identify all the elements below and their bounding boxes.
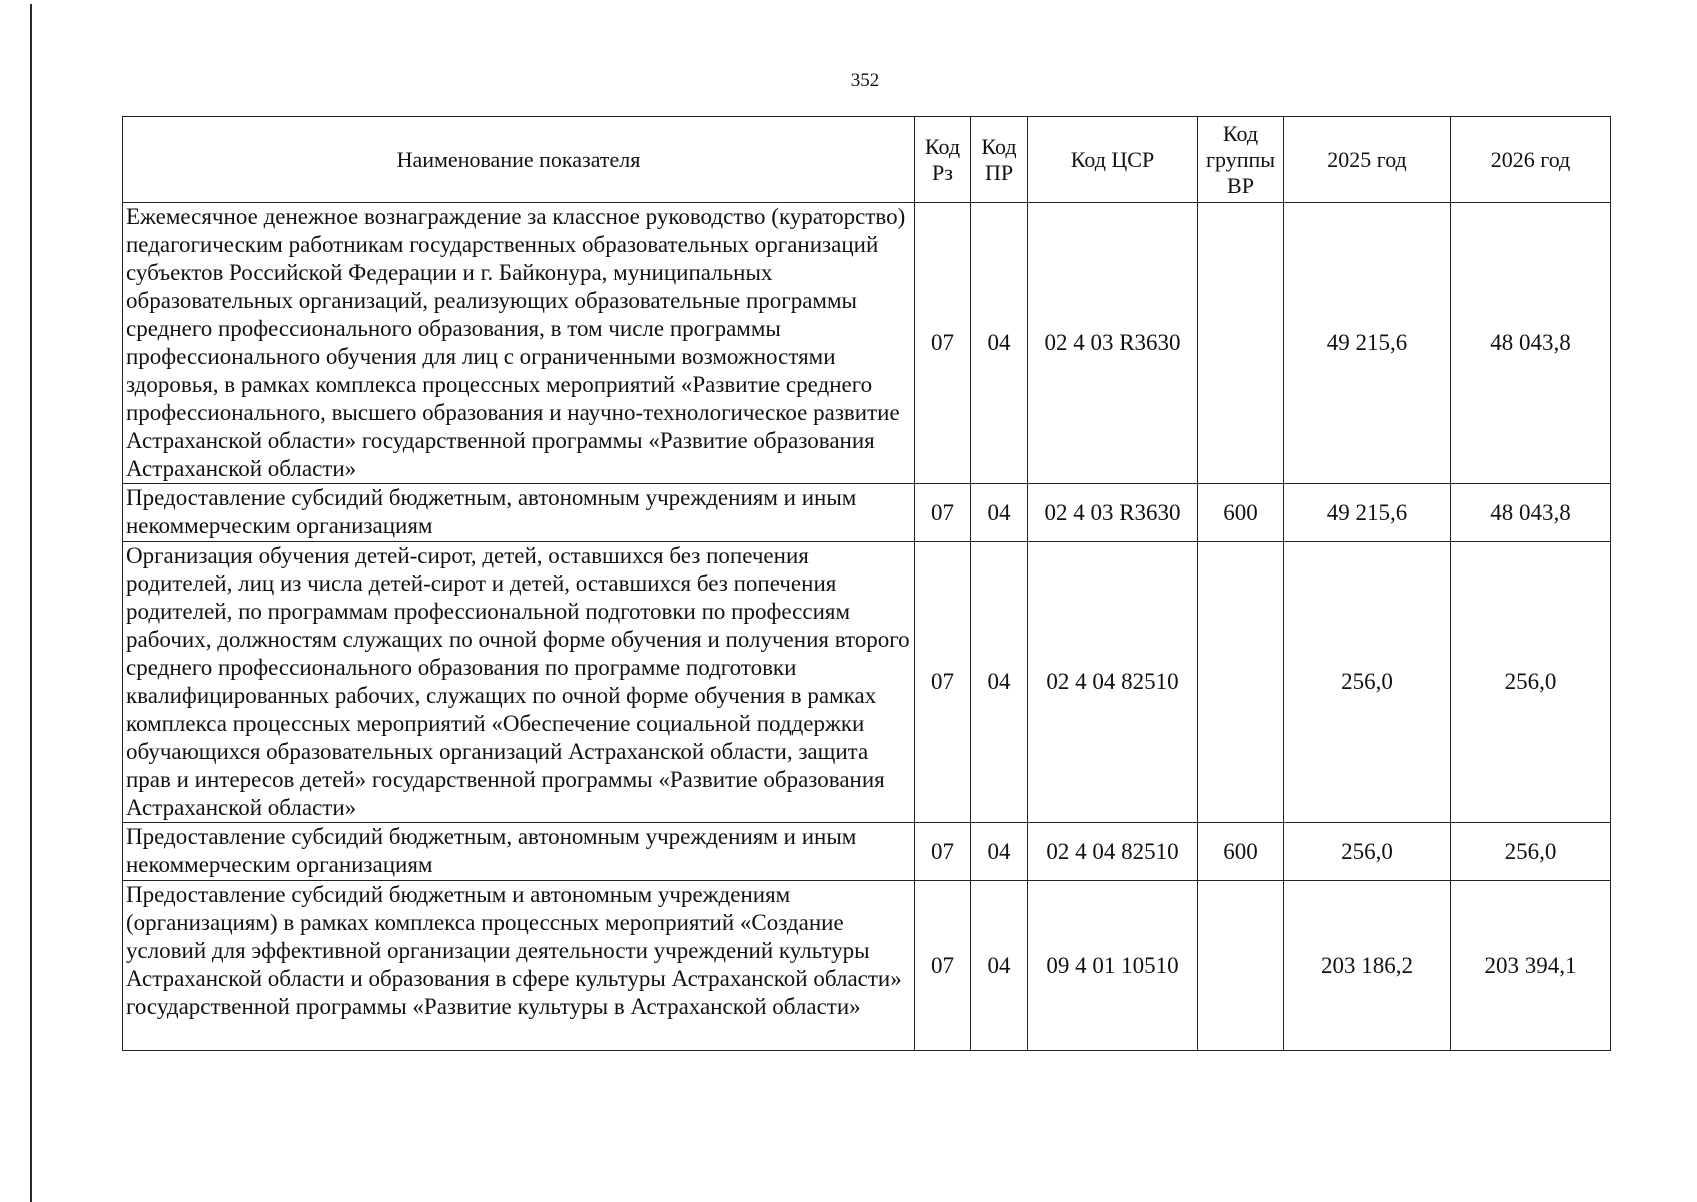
header-pr: Код ПР xyxy=(971,117,1028,203)
table-row xyxy=(123,881,1611,1051)
binding-margin-line xyxy=(30,4,32,1202)
row-rz: 07 xyxy=(915,881,971,1051)
row-name: Предоставление субсидий бюджетным и автономным учреждениям (организациям) в рамках комплекса процессных мероприятий «Создание условий для эффективной организации деятельности учреждений культуры Астраханской области и образования в сфере культуры Астраханской области» государственной программы «Развитие культуры в Астраханской области» xyxy=(123,881,915,1051)
row-vr: 600 xyxy=(1198,484,1284,542)
row-2026: 48 043,8 xyxy=(1451,484,1611,542)
row-csr: 02 4 04 82510 xyxy=(1028,542,1198,823)
row-csr: 09 4 01 10510 xyxy=(1028,881,1198,1051)
header-csr: Код ЦСР xyxy=(1028,117,1198,203)
row-pr: 04 xyxy=(971,203,1028,484)
row-csr: 02 4 03 R3630 xyxy=(1028,484,1198,542)
row-2025: 256,0 xyxy=(1284,542,1451,823)
row-2025: 49 215,6 xyxy=(1284,203,1451,484)
row-2025: 256,0 xyxy=(1284,823,1451,881)
row-pr: 04 xyxy=(971,484,1028,542)
row-rz: 07 xyxy=(915,823,971,881)
table-row xyxy=(123,484,1611,542)
row-pr: 04 xyxy=(971,881,1028,1051)
row-pr: 04 xyxy=(971,823,1028,881)
row-csr: 02 4 03 R3630 xyxy=(1028,203,1198,484)
row-name: Организация обучения детей-сирот, детей, оставшихся без попечения родителей, лиц из числа детей-сирот и детей, оставшихся без попечения родителей, по программам профессиональной подготовки по профессиям рабочих, должностям служащих по очной форме обучения и получения второго среднего профессионального образования по программе подготовки квалифицированных рабочих, служащих по очной форме обучения в рамках комплекса процессных мероприятий «Обеспечение социальной поддержки обучающихся образовательных организаций Астраханской области, защита прав и интересов детей» государственной программы «Развитие образования Астраханской области» xyxy=(123,542,915,823)
row-2025: 49 215,6 xyxy=(1284,484,1451,542)
row-vr: 600 xyxy=(1198,823,1284,881)
header-2026: 2026 год xyxy=(1451,117,1611,203)
header-vr: Код группы ВР xyxy=(1198,117,1284,203)
row-2026: 256,0 xyxy=(1451,542,1611,823)
table-row xyxy=(123,203,1611,484)
row-name: Ежемесячное денежное вознаграждение за классное руководство (кураторство) педагогическим работникам государственных образовательных организаций субъектов Российской Федерации и г. Байконура, муниципальных образовательных организаций, реализующих образовательные программы среднего профессионального образования, в том числе программы профессионального обучения для лиц с ограниченными возможностями здоровья, в рамках комплекса процессных мероприятий «Развитие среднего профессионального, высшего образования и научно-технологическое развитие Астраханской области» государственной программы «Развитие образования Астраханской области» xyxy=(123,203,915,484)
row-vr xyxy=(1198,542,1284,823)
row-vr xyxy=(1198,203,1284,484)
table-row xyxy=(123,823,1611,881)
table-header-row xyxy=(123,117,1611,203)
table-row xyxy=(123,542,1611,823)
header-2025: 2025 год xyxy=(1284,117,1451,203)
row-pr: 04 xyxy=(971,542,1028,823)
row-vr xyxy=(1198,881,1284,1051)
row-name: Предоставление субсидий бюджетным, автономным учреждениям и иным некоммерческим организациям xyxy=(123,823,915,881)
row-rz: 07 xyxy=(915,203,971,484)
row-2026: 203 394,1 xyxy=(1451,881,1611,1051)
row-rz: 07 xyxy=(915,542,971,823)
row-2025: 203 186,2 xyxy=(1284,881,1451,1051)
row-csr: 02 4 04 82510 xyxy=(1028,823,1198,881)
page-number: 352 xyxy=(850,70,880,91)
header-name: Наименование показателя xyxy=(123,117,915,203)
budget-table xyxy=(122,116,1611,1051)
row-name: Предоставление субсидий бюджетным, автономным учреждениям и иным некоммерческим организациям xyxy=(123,484,915,542)
row-rz: 07 xyxy=(915,484,971,542)
row-2026: 48 043,8 xyxy=(1451,203,1611,484)
header-rz: Код Рз xyxy=(915,117,971,203)
row-2026: 256,0 xyxy=(1451,823,1611,881)
